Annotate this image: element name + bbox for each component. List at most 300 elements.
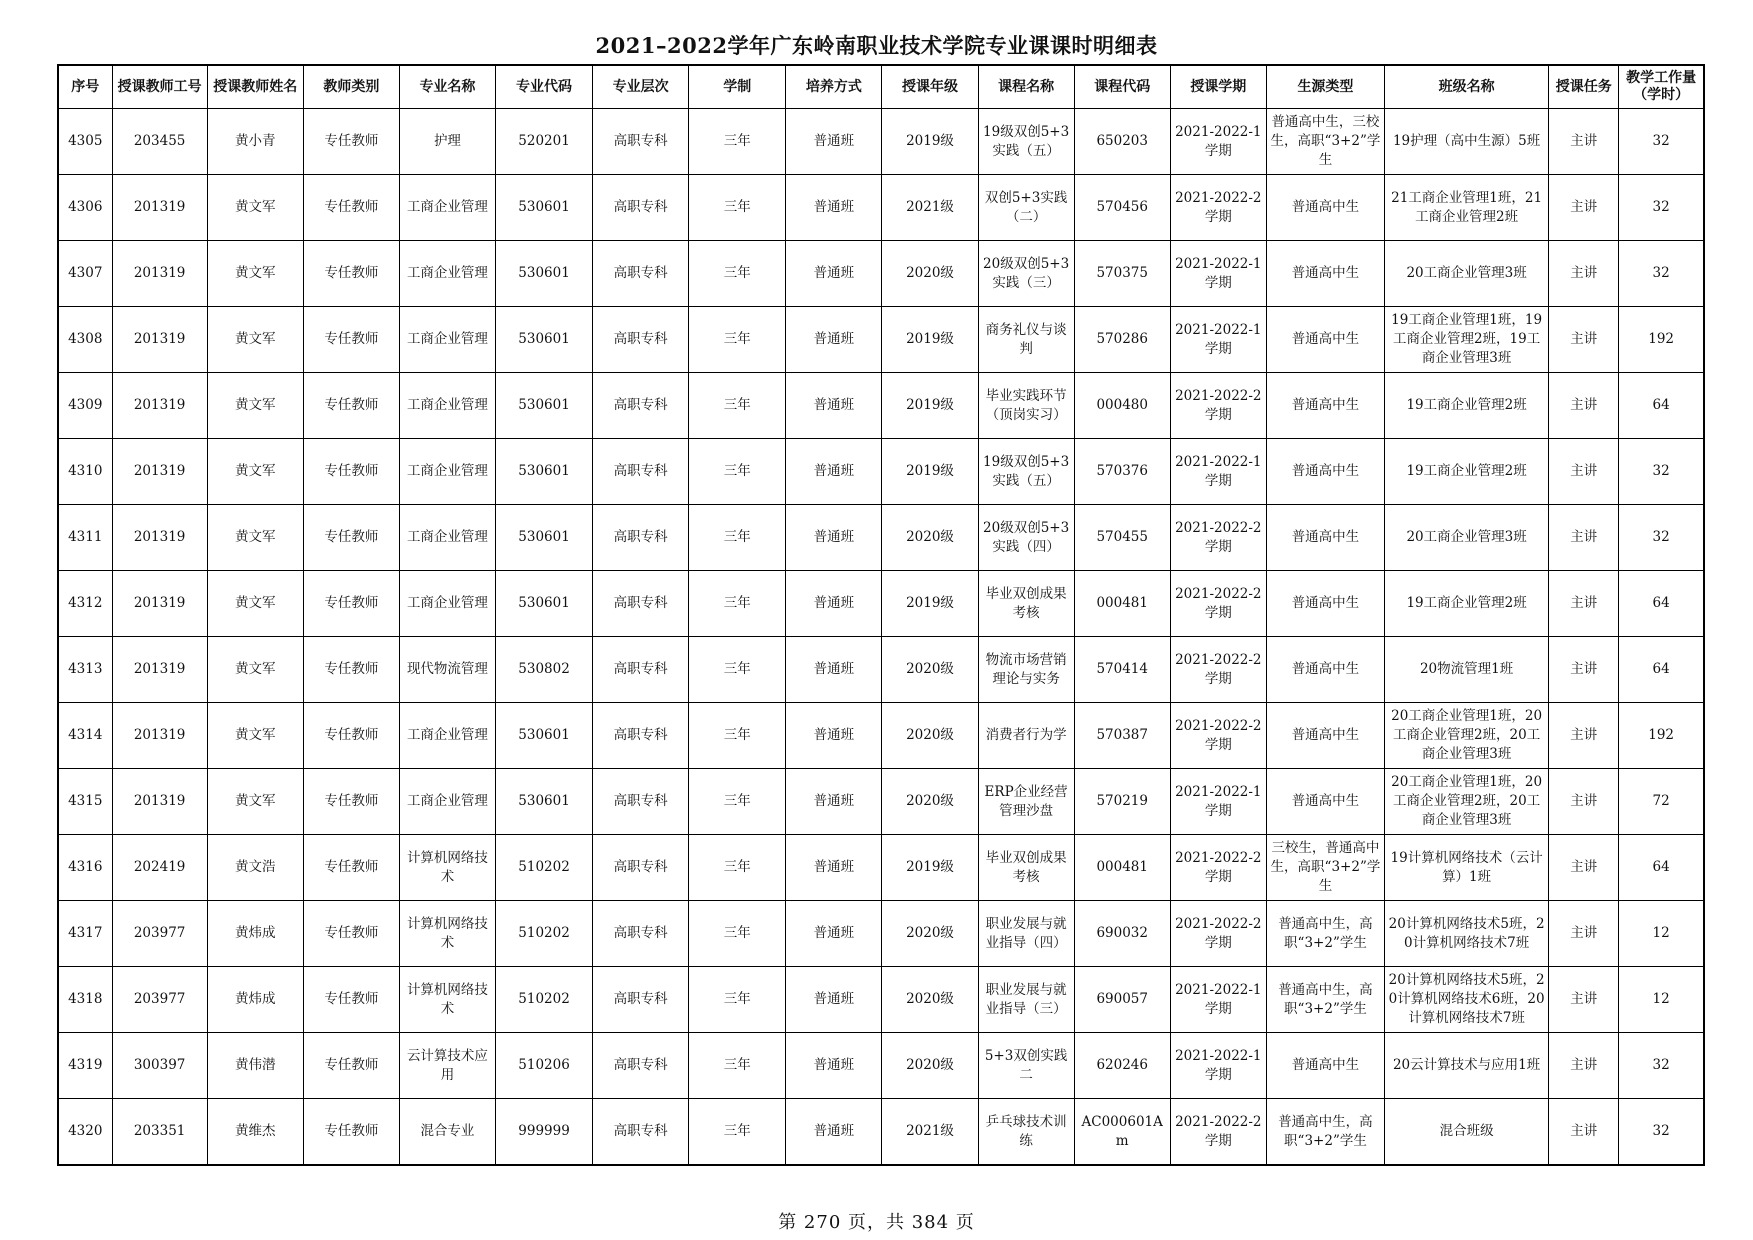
table-cell: 三年 bbox=[689, 505, 786, 571]
table-cell: 690032 bbox=[1074, 901, 1170, 967]
table-cell: 工商企业管理 bbox=[399, 307, 495, 373]
table-cell: 普通班 bbox=[786, 571, 882, 637]
table-cell: 19级双创5+3实践（五） bbox=[978, 439, 1074, 505]
table-row bbox=[58, 703, 1704, 769]
table-cell: 三年 bbox=[689, 901, 786, 967]
table-cell: 黄小青 bbox=[207, 109, 303, 175]
table-cell: 64 bbox=[1619, 637, 1704, 703]
table-cell: 4307 bbox=[58, 241, 112, 307]
table-cell: 21工商企业管理1班，21工商企业管理2班 bbox=[1385, 175, 1549, 241]
table-cell: 主讲 bbox=[1549, 373, 1619, 439]
table-cell: 计算机网络技术 bbox=[399, 835, 495, 901]
table-cell: 双创5+3实践（二） bbox=[978, 175, 1074, 241]
table-cell: 201319 bbox=[112, 307, 207, 373]
table-cell: 2020级 bbox=[882, 505, 978, 571]
table-cell: 主讲 bbox=[1549, 835, 1619, 901]
table-cell: 普通高中生 bbox=[1266, 307, 1384, 373]
table-cell: 高职专科 bbox=[593, 1033, 689, 1099]
table-cell: 201319 bbox=[112, 373, 207, 439]
table-cell: 黄文军 bbox=[207, 439, 303, 505]
table-cell: 三年 bbox=[689, 307, 786, 373]
table-cell: 530601 bbox=[496, 307, 593, 373]
table-cell: 三年 bbox=[689, 109, 786, 175]
table-cell: 4312 bbox=[58, 571, 112, 637]
table-cell: 黄维杰 bbox=[207, 1099, 303, 1166]
table-cell: 201319 bbox=[112, 769, 207, 835]
table-cell: 计算机网络技术 bbox=[399, 901, 495, 967]
table-cell: 黄文浩 bbox=[207, 835, 303, 901]
table-cell: 三年 bbox=[689, 241, 786, 307]
column-header: 课程代码 bbox=[1074, 65, 1170, 109]
table-cell: 高职专科 bbox=[593, 703, 689, 769]
table-cell: 192 bbox=[1619, 307, 1704, 373]
table-cell: 32 bbox=[1619, 109, 1704, 175]
table-cell: 2020级 bbox=[882, 241, 978, 307]
column-header: 班级名称 bbox=[1385, 65, 1549, 109]
table-cell: 普通班 bbox=[786, 703, 882, 769]
table-cell: 普通班 bbox=[786, 373, 882, 439]
column-header: 授课教师姓名 bbox=[207, 65, 303, 109]
table-cell: 专任教师 bbox=[303, 1033, 399, 1099]
table-cell: 毕业双创成果考核 bbox=[978, 571, 1074, 637]
table-cell: 570375 bbox=[1074, 241, 1170, 307]
table-cell: 20云计算技术与应用1班 bbox=[1385, 1033, 1549, 1099]
table-cell: 工商企业管理 bbox=[399, 241, 495, 307]
column-header: 学制 bbox=[689, 65, 786, 109]
table-cell: 4317 bbox=[58, 901, 112, 967]
table-cell: 黄炜成 bbox=[207, 901, 303, 967]
column-header: 序号 bbox=[58, 65, 112, 109]
table-cell: 普通班 bbox=[786, 307, 882, 373]
table-cell: 现代物流管理 bbox=[399, 637, 495, 703]
table-cell: 2020级 bbox=[882, 967, 978, 1033]
table-cell: 工商企业管理 bbox=[399, 703, 495, 769]
table-row bbox=[58, 307, 1704, 373]
table-row bbox=[58, 1099, 1704, 1166]
table-cell: 高职专科 bbox=[593, 967, 689, 1033]
table-cell: 19级双创5+3实践（五） bbox=[978, 109, 1074, 175]
table-cell: 职业发展与就业指导（四） bbox=[978, 901, 1074, 967]
table-cell: 2019级 bbox=[882, 373, 978, 439]
table-cell: 4309 bbox=[58, 373, 112, 439]
table-cell: 专任教师 bbox=[303, 373, 399, 439]
table-cell: 专任教师 bbox=[303, 769, 399, 835]
table-cell: 201319 bbox=[112, 703, 207, 769]
table-cell: 20物流管理1班 bbox=[1385, 637, 1549, 703]
table-cell: 消费者行为学 bbox=[978, 703, 1074, 769]
table-cell: 2021-2022-1学期 bbox=[1170, 1033, 1266, 1099]
table-cell: 普通班 bbox=[786, 637, 882, 703]
table-row bbox=[58, 505, 1704, 571]
table-cell: 32 bbox=[1619, 505, 1704, 571]
table-cell: 2020级 bbox=[882, 1033, 978, 1099]
table-cell: 64 bbox=[1619, 571, 1704, 637]
table-cell: 普通班 bbox=[786, 505, 882, 571]
table-cell: 4308 bbox=[58, 307, 112, 373]
table-cell: 000481 bbox=[1074, 571, 1170, 637]
table-cell: 32 bbox=[1619, 1099, 1704, 1166]
table-cell: 普通班 bbox=[786, 241, 882, 307]
table-cell: 2020级 bbox=[882, 703, 978, 769]
table-cell: 毕业双创成果考核 bbox=[978, 835, 1074, 901]
column-header: 授课任务 bbox=[1549, 65, 1619, 109]
table-cell: 专任教师 bbox=[303, 703, 399, 769]
table-cell: 650203 bbox=[1074, 109, 1170, 175]
table-cell: 主讲 bbox=[1549, 175, 1619, 241]
table-cell: 三年 bbox=[689, 1033, 786, 1099]
table-row bbox=[58, 439, 1704, 505]
table-cell: 高职专科 bbox=[593, 241, 689, 307]
table-cell: 黄文军 bbox=[207, 637, 303, 703]
table-cell: 20工商企业管理1班，20工商企业管理2班，20工商企业管理3班 bbox=[1385, 769, 1549, 835]
table-cell: 20级双创5+3实践（三） bbox=[978, 241, 1074, 307]
table-cell: 三年 bbox=[689, 1099, 786, 1166]
table-cell: 2021-2022-1学期 bbox=[1170, 241, 1266, 307]
table-row bbox=[58, 373, 1704, 439]
table-cell: 普通班 bbox=[786, 109, 882, 175]
column-header: 教师类别 bbox=[303, 65, 399, 109]
table-cell: 高职专科 bbox=[593, 1099, 689, 1166]
table-cell: 主讲 bbox=[1549, 1033, 1619, 1099]
table-row bbox=[58, 241, 1704, 307]
table-cell: 000481 bbox=[1074, 835, 1170, 901]
table-cell: 主讲 bbox=[1549, 439, 1619, 505]
table-cell: 工商企业管理 bbox=[399, 373, 495, 439]
table-cell: 530601 bbox=[496, 241, 593, 307]
table-cell: 普通高中生 bbox=[1266, 505, 1384, 571]
table-cell: 高职专科 bbox=[593, 505, 689, 571]
table-cell: 主讲 bbox=[1549, 769, 1619, 835]
table-cell: 普通班 bbox=[786, 901, 882, 967]
table-cell: 主讲 bbox=[1549, 571, 1619, 637]
table-cell: 570376 bbox=[1074, 439, 1170, 505]
table-cell: 高职专科 bbox=[593, 571, 689, 637]
table-cell: 203977 bbox=[112, 901, 207, 967]
table-cell: 普通班 bbox=[786, 1033, 882, 1099]
table-cell: 64 bbox=[1619, 373, 1704, 439]
table-cell: 570414 bbox=[1074, 637, 1170, 703]
table-cell: 普通高中生 bbox=[1266, 373, 1384, 439]
table-cell: 三年 bbox=[689, 703, 786, 769]
table-cell: 专任教师 bbox=[303, 901, 399, 967]
table-cell: 4311 bbox=[58, 505, 112, 571]
table-cell: 高职专科 bbox=[593, 901, 689, 967]
table-cell: 高职专科 bbox=[593, 109, 689, 175]
table-cell: 4318 bbox=[58, 967, 112, 1033]
table-cell: 19工商企业管理1班，19工商企业管理2班，19工商企业管理3班 bbox=[1385, 307, 1549, 373]
column-header: 专业代码 bbox=[496, 65, 593, 109]
column-header: 专业层次 bbox=[593, 65, 689, 109]
table-cell: 高职专科 bbox=[593, 439, 689, 505]
column-header: 生源类型 bbox=[1266, 65, 1384, 109]
table-cell: 高职专科 bbox=[593, 307, 689, 373]
table-cell: 32 bbox=[1619, 1033, 1704, 1099]
table-cell: 计算机网络技术 bbox=[399, 967, 495, 1033]
table-cell: AC000601Am bbox=[1074, 1099, 1170, 1166]
table-cell: 690057 bbox=[1074, 967, 1170, 1033]
table-cell: 专任教师 bbox=[303, 505, 399, 571]
table-cell: 000480 bbox=[1074, 373, 1170, 439]
table-cell: 20工商企业管理1班，20工商企业管理2班，20工商企业管理3班 bbox=[1385, 703, 1549, 769]
table-cell: 620246 bbox=[1074, 1033, 1170, 1099]
table-cell: 黄文军 bbox=[207, 175, 303, 241]
table-cell: 2021级 bbox=[882, 1099, 978, 1166]
column-header: 授课学期 bbox=[1170, 65, 1266, 109]
table-cell: 普通班 bbox=[786, 175, 882, 241]
table-cell: 64 bbox=[1619, 835, 1704, 901]
table-cell: 主讲 bbox=[1549, 967, 1619, 1033]
table-cell: 普通高中生，高职“3+2”学生 bbox=[1266, 901, 1384, 967]
table-cell: 570456 bbox=[1074, 175, 1170, 241]
table-cell: 201319 bbox=[112, 439, 207, 505]
table-cell: 510202 bbox=[496, 967, 593, 1033]
table-cell: 专任教师 bbox=[303, 571, 399, 637]
column-header: 授课年级 bbox=[882, 65, 978, 109]
table-cell: 普通高中生 bbox=[1266, 1033, 1384, 1099]
table-cell: 2020级 bbox=[882, 769, 978, 835]
table-cell: 530601 bbox=[496, 439, 593, 505]
table-cell: 2021-2022-1学期 bbox=[1170, 967, 1266, 1033]
table-row bbox=[58, 637, 1704, 703]
table-cell: 510202 bbox=[496, 835, 593, 901]
table-cell: 2019级 bbox=[882, 439, 978, 505]
table-cell: 三年 bbox=[689, 175, 786, 241]
table-cell: 2021-2022-2学期 bbox=[1170, 901, 1266, 967]
table-cell: 黄文军 bbox=[207, 307, 303, 373]
table-cell: 普通班 bbox=[786, 439, 882, 505]
table-cell: 三年 bbox=[689, 835, 786, 901]
table-cell: 三年 bbox=[689, 637, 786, 703]
column-header: 培养方式 bbox=[786, 65, 882, 109]
table-cell: 2021-2022-1学期 bbox=[1170, 109, 1266, 175]
table-row bbox=[58, 1033, 1704, 1099]
table-cell: 32 bbox=[1619, 175, 1704, 241]
table-cell: 32 bbox=[1619, 241, 1704, 307]
table-cell: 530601 bbox=[496, 703, 593, 769]
table-row bbox=[58, 175, 1704, 241]
table-cell: 黄炜成 bbox=[207, 967, 303, 1033]
table-cell: 高职专科 bbox=[593, 175, 689, 241]
table-cell: 32 bbox=[1619, 439, 1704, 505]
table-cell: 普通高中生 bbox=[1266, 241, 1384, 307]
table-cell: 12 bbox=[1619, 901, 1704, 967]
table-cell: 护理 bbox=[399, 109, 495, 175]
column-header: 课程名称 bbox=[978, 65, 1074, 109]
table-cell: 专任教师 bbox=[303, 439, 399, 505]
table-cell: 510202 bbox=[496, 901, 593, 967]
table-row bbox=[58, 109, 1704, 175]
table-cell: 20工商企业管理3班 bbox=[1385, 505, 1549, 571]
table-row bbox=[58, 901, 1704, 967]
page-title: 2021–2022学年广东岭南职业技术学院专业课课时明细表 bbox=[595, 33, 1158, 58]
table-cell: 普通高中生，高职“3+2”学生 bbox=[1266, 967, 1384, 1033]
table-row bbox=[58, 967, 1704, 1033]
table-cell: 2021-2022-2学期 bbox=[1170, 571, 1266, 637]
table-cell: 530601 bbox=[496, 505, 593, 571]
table-cell: 4305 bbox=[58, 109, 112, 175]
table-cell: 三年 bbox=[689, 571, 786, 637]
table-cell: 2021-2022-2学期 bbox=[1170, 637, 1266, 703]
table-cell: 黄文军 bbox=[207, 703, 303, 769]
table-cell: 530601 bbox=[496, 373, 593, 439]
table-cell: 黄文军 bbox=[207, 241, 303, 307]
table-cell: 专任教师 bbox=[303, 1099, 399, 1166]
table-cell: 520201 bbox=[496, 109, 593, 175]
table-cell: 普通高中生 bbox=[1266, 175, 1384, 241]
table-cell: 工商企业管理 bbox=[399, 571, 495, 637]
table-cell: 主讲 bbox=[1549, 241, 1619, 307]
table-cell: 专任教师 bbox=[303, 637, 399, 703]
table-row bbox=[58, 769, 1704, 835]
table-cell: 203977 bbox=[112, 967, 207, 1033]
table-cell: 2019级 bbox=[882, 109, 978, 175]
table-cell: 普通班 bbox=[786, 835, 882, 901]
table-cell: 2021-2022-2学期 bbox=[1170, 1099, 1266, 1166]
table-cell: 570387 bbox=[1074, 703, 1170, 769]
table-cell: 主讲 bbox=[1549, 1099, 1619, 1166]
table-cell: 主讲 bbox=[1549, 505, 1619, 571]
table-cell: 专任教师 bbox=[303, 109, 399, 175]
table-cell: 毕业实践环节（顶岗实习） bbox=[978, 373, 1074, 439]
table-cell: 19工商企业管理2班 bbox=[1385, 373, 1549, 439]
table-cell: 高职专科 bbox=[593, 769, 689, 835]
column-header: 专业名称 bbox=[399, 65, 495, 109]
table-cell: 普通高中生 bbox=[1266, 703, 1384, 769]
table-cell: 2021-2022-2学期 bbox=[1170, 505, 1266, 571]
table-cell: 999999 bbox=[496, 1099, 593, 1166]
table-cell: 主讲 bbox=[1549, 307, 1619, 373]
table-row bbox=[58, 571, 1704, 637]
table-cell: 三年 bbox=[689, 967, 786, 1033]
table-cell: 黄文军 bbox=[207, 769, 303, 835]
table-cell: 201319 bbox=[112, 637, 207, 703]
table-cell: 2021-2022-1学期 bbox=[1170, 439, 1266, 505]
page-footer: 第 270 页，共 384 页 bbox=[778, 1212, 975, 1233]
table-cell: 300397 bbox=[112, 1033, 207, 1099]
table-cell: 2021-2022-2学期 bbox=[1170, 175, 1266, 241]
table-cell: 专任教师 bbox=[303, 307, 399, 373]
table-cell: 4319 bbox=[58, 1033, 112, 1099]
table-cell: 570286 bbox=[1074, 307, 1170, 373]
table-cell: 黄文军 bbox=[207, 505, 303, 571]
table-cell: 工商企业管理 bbox=[399, 439, 495, 505]
table-cell: 普通班 bbox=[786, 769, 882, 835]
table-cell: 2020级 bbox=[882, 637, 978, 703]
table-cell: 4306 bbox=[58, 175, 112, 241]
table-cell: 专任教师 bbox=[303, 967, 399, 1033]
table-cell: 2021-2022-1学期 bbox=[1170, 769, 1266, 835]
table-cell: 工商企业管理 bbox=[399, 175, 495, 241]
table-cell: 530601 bbox=[496, 769, 593, 835]
table-cell: 4314 bbox=[58, 703, 112, 769]
table-cell: 201319 bbox=[112, 241, 207, 307]
table-cell: 4315 bbox=[58, 769, 112, 835]
table-cell: 530802 bbox=[496, 637, 593, 703]
table-cell: 高职专科 bbox=[593, 637, 689, 703]
table-cell: 4310 bbox=[58, 439, 112, 505]
table-cell: ERP企业经营管理沙盘 bbox=[978, 769, 1074, 835]
table-cell: 普通高中生 bbox=[1266, 571, 1384, 637]
table-cell: 203351 bbox=[112, 1099, 207, 1166]
table-cell: 4313 bbox=[58, 637, 112, 703]
table-cell: 530601 bbox=[496, 571, 593, 637]
table-cell: 510206 bbox=[496, 1033, 593, 1099]
table-cell: 12 bbox=[1619, 967, 1704, 1033]
table-cell: 专任教师 bbox=[303, 175, 399, 241]
table-header-row bbox=[58, 65, 1704, 109]
table-cell: 570455 bbox=[1074, 505, 1170, 571]
table-cell: 2021-2022-2学期 bbox=[1170, 373, 1266, 439]
table-cell: 普通班 bbox=[786, 1099, 882, 1166]
table-cell: 普通高中生 bbox=[1266, 637, 1384, 703]
table-cell: 商务礼仪与谈判 bbox=[978, 307, 1074, 373]
table-cell: 19护理（高中生源）5班 bbox=[1385, 109, 1549, 175]
table-cell: 201319 bbox=[112, 175, 207, 241]
table-cell: 职业发展与就业指导（三） bbox=[978, 967, 1074, 1033]
table-cell: 2021-2022-2学期 bbox=[1170, 703, 1266, 769]
table-cell: 2019级 bbox=[882, 571, 978, 637]
table-cell: 混合专业 bbox=[399, 1099, 495, 1166]
table-cell: 主讲 bbox=[1549, 703, 1619, 769]
table-cell: 19工商企业管理2班 bbox=[1385, 439, 1549, 505]
table-cell: 4320 bbox=[58, 1099, 112, 1166]
table-cell: 普通高中生 bbox=[1266, 769, 1384, 835]
table-cell: 2019级 bbox=[882, 307, 978, 373]
table-cell: 19计算机网络技术（云计算）1班 bbox=[1385, 835, 1549, 901]
table-cell: 20计算机网络技术5班，20计算机网络技术6班，20计算机网络技术7班 bbox=[1385, 967, 1549, 1033]
table-cell: 2021-2022-1学期 bbox=[1170, 307, 1266, 373]
table-cell: 三年 bbox=[689, 769, 786, 835]
table-cell: 530601 bbox=[496, 175, 593, 241]
table-cell: 云计算技术应用 bbox=[399, 1033, 495, 1099]
table-cell: 专任教师 bbox=[303, 835, 399, 901]
table-cell: 20工商企业管理3班 bbox=[1385, 241, 1549, 307]
table-cell: 三年 bbox=[689, 373, 786, 439]
table-cell: 20计算机网络技术5班，20计算机网络技术7班 bbox=[1385, 901, 1549, 967]
table-cell: 黄文军 bbox=[207, 373, 303, 439]
table-cell: 2019级 bbox=[882, 835, 978, 901]
table-cell: 201319 bbox=[112, 505, 207, 571]
table-cell: 主讲 bbox=[1549, 109, 1619, 175]
table-cell: 20级双创5+3实践（四） bbox=[978, 505, 1074, 571]
table-cell: 4316 bbox=[58, 835, 112, 901]
table-cell: 乒乓球技术训练 bbox=[978, 1099, 1074, 1166]
table-cell: 三年 bbox=[689, 439, 786, 505]
table-cell: 203455 bbox=[112, 109, 207, 175]
table-cell: 19工商企业管理2班 bbox=[1385, 571, 1549, 637]
course-hours-table bbox=[57, 64, 1705, 1166]
table-cell: 普通班 bbox=[786, 967, 882, 1033]
table-cell: 工商企业管理 bbox=[399, 769, 495, 835]
table-cell: 普通高中生，高职“3+2”学生 bbox=[1266, 1099, 1384, 1166]
table-cell: 192 bbox=[1619, 703, 1704, 769]
table-cell: 专任教师 bbox=[303, 241, 399, 307]
table-cell: 普通高中生，三校生，高职“3+2”学生 bbox=[1266, 109, 1384, 175]
table-cell: 高职专科 bbox=[593, 835, 689, 901]
table-cell: 201319 bbox=[112, 571, 207, 637]
table-cell: 主讲 bbox=[1549, 901, 1619, 967]
table-cell: 202419 bbox=[112, 835, 207, 901]
table-cell: 普通高中生 bbox=[1266, 439, 1384, 505]
table-cell: 5+3双创实践二 bbox=[978, 1033, 1074, 1099]
table-row bbox=[58, 835, 1704, 901]
table-cell: 三校生，普通高中生，高职“3+2”学生 bbox=[1266, 835, 1384, 901]
table-cell: 570219 bbox=[1074, 769, 1170, 835]
table-cell: 黄文军 bbox=[207, 571, 303, 637]
column-header: 授课教师工号 bbox=[112, 65, 207, 109]
table-cell: 主讲 bbox=[1549, 637, 1619, 703]
table-cell: 物流市场营销理论与实务 bbox=[978, 637, 1074, 703]
